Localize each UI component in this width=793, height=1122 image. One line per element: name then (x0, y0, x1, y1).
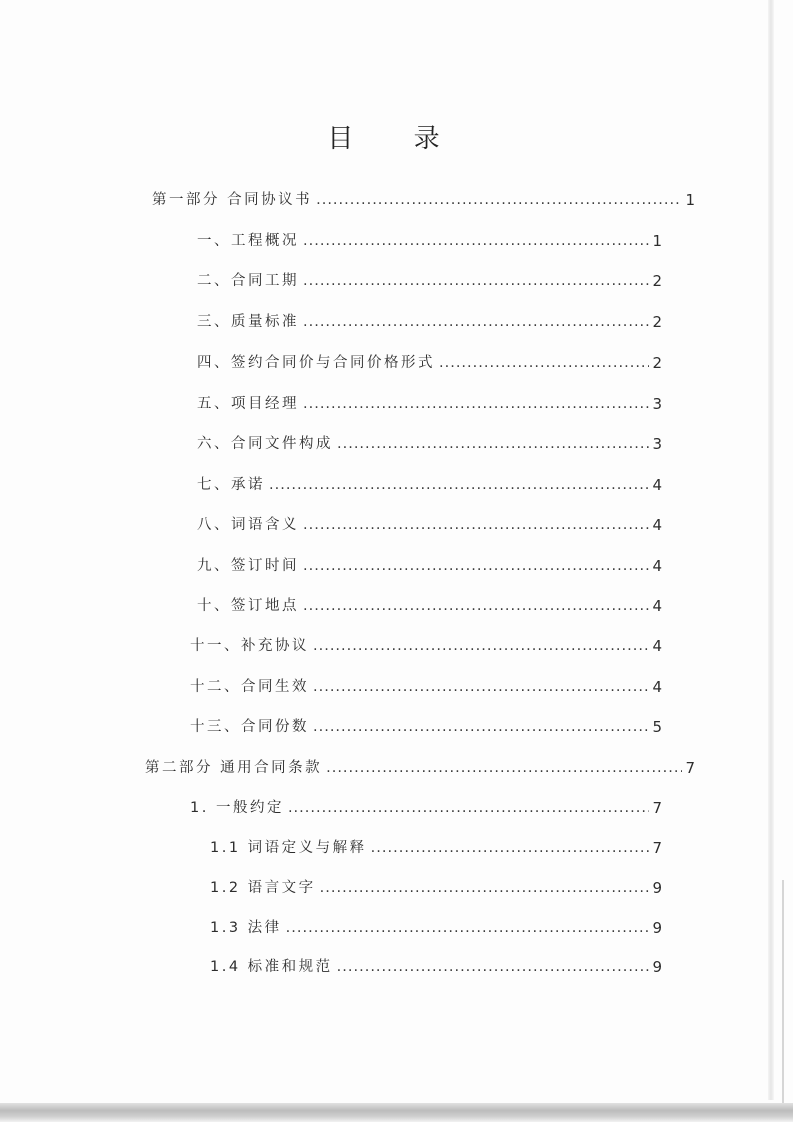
toc-label: 十二、合同生效 (190, 679, 309, 695)
toc-leader (439, 354, 649, 372)
toc-label: 八、词语含义 (197, 517, 299, 533)
toc-label: 1.2 语言文字 (210, 880, 316, 896)
toc-leader (303, 597, 649, 615)
toc-page-number: 5 (652, 718, 662, 736)
toc-entry[interactable] (190, 718, 662, 736)
toc-label: 十一、补充协议 (190, 638, 309, 654)
toc-page-number: 2 (652, 313, 662, 331)
toc-page-number: 4 (652, 476, 662, 494)
toc-leader (286, 919, 650, 937)
toc-entry[interactable] (210, 919, 662, 937)
toc-page-number: 2 (652, 354, 662, 372)
toc-page-number: 4 (652, 678, 662, 696)
toc-label: 一、工程概况 (197, 233, 299, 249)
toc-label: 五、项目经理 (197, 396, 299, 412)
toc-page-number: 4 (652, 557, 662, 575)
toc-page-number: 9 (652, 919, 662, 937)
toc-entry[interactable] (190, 678, 662, 696)
toc-page-number: 7 (652, 799, 662, 817)
toc-leader (337, 435, 649, 453)
toc-label: 二、合同工期 (197, 273, 299, 289)
toc-label: 1.3 法律 (210, 920, 282, 936)
toc-entry[interactable] (197, 395, 662, 413)
toc-leader (303, 232, 649, 250)
toc-leader (303, 516, 649, 534)
toc-page-number: 3 (652, 435, 662, 453)
toc-leader (326, 759, 682, 777)
toc-leader (303, 557, 649, 575)
scan-edge-right (768, 0, 774, 1100)
toc-label: 1.4 标准和规范 (210, 959, 333, 975)
toc-page-number: 2 (652, 272, 662, 290)
page-title: 目 录 (327, 124, 466, 154)
scan-edge-bottom (0, 1103, 793, 1122)
toc-entry[interactable] (190, 799, 662, 817)
scan-edge-line (782, 880, 784, 1110)
toc-leader (288, 799, 650, 817)
toc-label: 第二部分 通用合同条款 (145, 760, 323, 776)
toc-entry[interactable] (197, 557, 662, 575)
toc-leader (303, 313, 649, 331)
toc-entry[interactable] (210, 879, 662, 897)
toc-leader (303, 272, 649, 290)
toc-leader (320, 879, 650, 897)
toc-entry[interactable] (197, 313, 662, 331)
toc-page-number: 1 (652, 232, 662, 250)
toc-leader (337, 958, 650, 976)
toc-page-number: 1 (685, 191, 695, 209)
toc-entry-part-2[interactable] (145, 759, 695, 777)
toc-entry[interactable] (197, 516, 662, 534)
toc-page-number: 4 (652, 597, 662, 615)
toc-label: 七、承诺 (197, 477, 265, 493)
toc-leader (313, 718, 649, 736)
toc-label: 第一部分 合同协议书 (152, 192, 313, 208)
toc-label: 九、签订时间 (197, 558, 299, 574)
toc-page-number: 9 (652, 879, 662, 897)
toc-page-number: 3 (652, 395, 662, 413)
toc-label: 三、质量标准 (197, 314, 299, 330)
toc-label: 1.1 词语定义与解释 (210, 840, 367, 856)
toc-label: 十、签订地点 (197, 598, 299, 614)
toc-page-number: 4 (652, 637, 662, 655)
toc-page-number: 4 (652, 516, 662, 534)
toc-page-number: 7 (652, 839, 662, 857)
toc-page-number: 9 (652, 958, 662, 976)
toc-entry[interactable] (197, 476, 662, 494)
toc-leader (303, 395, 649, 413)
toc-entry[interactable] (197, 272, 662, 290)
toc-entry[interactable] (197, 597, 662, 615)
toc-entry[interactable] (197, 354, 662, 372)
toc-page-number: 7 (685, 759, 695, 777)
toc-entry-part-1[interactable] (152, 191, 695, 209)
toc-leader (313, 637, 649, 655)
toc-entry[interactable] (210, 958, 662, 976)
toc-leader (371, 839, 650, 857)
toc-entry[interactable] (190, 637, 662, 655)
toc-label: 1. 一般约定 (190, 800, 284, 816)
toc-label: 十三、合同份数 (190, 719, 309, 735)
toc-entry[interactable] (210, 839, 662, 857)
toc-leader (269, 476, 649, 494)
toc-entry[interactable] (197, 232, 662, 250)
toc-label: 六、合同文件构成 (197, 436, 333, 452)
toc-entry[interactable] (197, 435, 662, 453)
toc-leader (316, 191, 682, 209)
toc-leader (313, 678, 649, 696)
toc-label: 四、签约合同价与合同价格形式 (197, 355, 435, 371)
